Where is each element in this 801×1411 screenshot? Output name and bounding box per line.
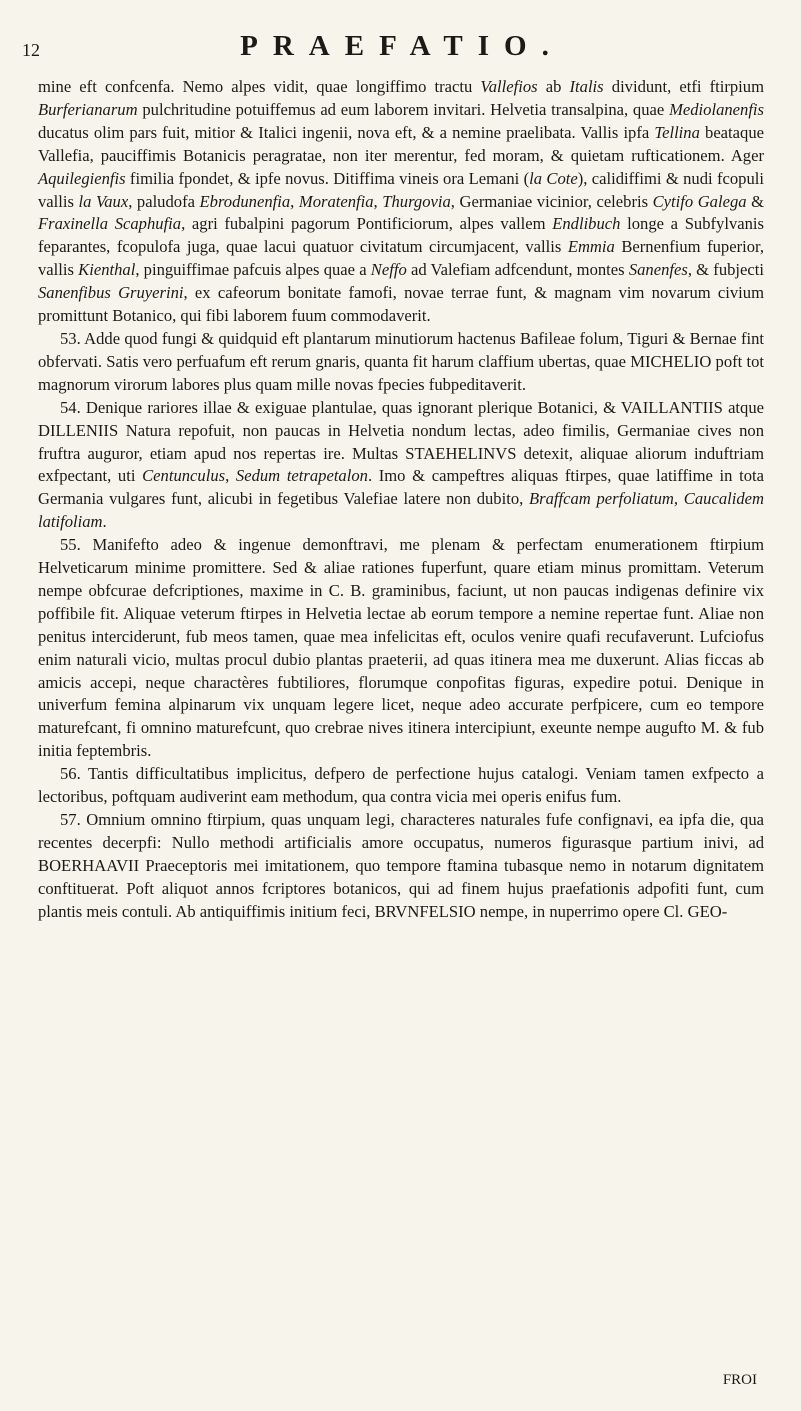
text-run: , agri fubalpini pagorum Pontificiorum, alpes vallem	[181, 214, 553, 234]
text-run: , paludofa	[128, 191, 200, 211]
italic-run: Neffo	[370, 260, 407, 280]
italic-run: la Cote	[529, 168, 578, 188]
text-run: longe a Subfylvanis feparantes, fcopulofa juga, quae lacui quatuor civitatum circumjacent, vallis	[38, 214, 764, 257]
italic-run: Italis	[569, 77, 604, 96]
italic-run: Emmia	[567, 237, 615, 257]
italic-run: Thurgovia	[382, 191, 451, 211]
catchword: FROI	[722, 1372, 757, 1388]
page-header	[22, 30, 782, 70]
paragraph-56	[38, 763, 764, 809]
text-run: ab	[537, 77, 570, 96]
italic-run: Sanenfibus Gruyerini	[38, 283, 184, 303]
italic-run: Aquilegienfis	[38, 168, 126, 188]
italic-run: Fraxinella Scaphufia	[38, 214, 182, 234]
italic-run: la Vaux	[78, 191, 129, 211]
body-text	[38, 76, 764, 924]
text-run: ), calidiffimi & nudi fcopuli vallis	[38, 168, 764, 211]
italic-run: Tellina	[654, 122, 700, 142]
italic-run: Ebrodunenfia	[199, 191, 291, 211]
text-run: 54. Denique rariores illae & exiguae plantulae, quas ignorant plerique Botanici, & VAILLANTIIS atque DILLENIIS Natura repofuit, non paucas in Helvetia nondum lectas, adeo fimilis, Germaniae cives non fruftra auguror, etiam apud nos repertas ire. Multas STAEHELINVS detexit, aliquae aliorum induftriam exfpectant, uti	[38, 397, 764, 486]
text-run: ,	[225, 466, 236, 486]
italic-run: Vallefios	[480, 77, 538, 96]
text-run: , ex cafeorum bonitate famofi, novae terrae funt, & magnam vim novarum civium promittunt Botanico, qui fibi laborem fuum commodaverit.	[38, 283, 765, 326]
italic-run: Mediolanenfis	[669, 99, 764, 119]
text-run: &	[746, 191, 765, 211]
text-run: fimilia fpondet, & ipfe novus. Ditiffima vineis ora Lemani (	[125, 168, 530, 188]
text-run: , & fubjecti	[687, 260, 764, 280]
text-run: dividunt, etfi ftirpium	[603, 77, 764, 96]
italic-run: Sanenfes	[628, 260, 688, 280]
paragraph-57	[38, 809, 764, 924]
text-run: ad Valefiam adfcendunt, montes	[406, 260, 629, 280]
running-title: PRAEFATIO.	[240, 30, 564, 62]
italic-run: Endlibuch	[552, 214, 621, 234]
text-run: Bernenfium fuperior, vallis	[38, 237, 765, 280]
italic-run: Sedum tetrapetalon	[235, 466, 368, 486]
italic-run: Centunculus	[142, 466, 226, 486]
text-run: 53. Adde quod fungi & quidquid eft plantarum minutiorum hactenus Bafileae folum, Tiguri & Bernae fint obfervati. Satis vero perfuafum eft rerum gnaris, quanta fit harum claffium ubertas, quae MICHELIO poft tot magnorum virorum labores plus quam mille novas fpecies fubpeditaverit.	[38, 328, 764, 394]
text-run: 56. Tantis difficultatibus implicitus, defpero de perfectione hujus catalogi. Veniam tamen exfpecto a lectoribus, poftquam audiverint eam methodum, qua contra vicia mei operis enifus fum.	[38, 764, 764, 807]
text-run: , Germaniae vicinior, celebris	[450, 191, 653, 211]
text-run: . Imo & campeftres aliquas ftirpes, quae latiffime in tota Germania vulgares funt, alicubi in fegetibus Valefiae latere non dubito,	[38, 466, 765, 509]
text-run: .	[102, 512, 107, 532]
italic-run: Braffcam perfoliatum	[529, 489, 674, 509]
italic-run: Moratenfia	[298, 191, 374, 211]
text-run: ducatus olim pars fuit, mitior & Italici ingenii, nova eft, & a nemine praelibata. Vallis ipfa	[38, 122, 655, 142]
text-run: , pinguiffimae pafcuis alpes quae a	[135, 260, 371, 280]
text-run: 57. Omnium omnino ftirpium, quas unquam legi, characteres naturales fufe confignavi, ea ipfa die, qua recentes decerpfi: Nullo methodi artificialis amore occupatus, numeros figurasque partium inivi, ad BOERHAAVII Praeceptoris mei imitationem, quo tempore ftamina tubasque nemo in notarum dignitatem conftituerat. Poft aliquot annos fcriptores botanicos, qui ad finem hujus praefationis adpofiti funt, cum plantis meis contuli. Ab antiquiffimis initium feci, BRVNFELSIO nempe, in nuperrimo opere Cl. GEO-	[38, 810, 764, 921]
text-run: 55. Manifefto adeo & ingenue demonftravi, me plenam & perfectam enumerationem ftirpium Helveticarum minime promittere. Sed & aliae rationes fuperfunt, quare etiam minus promittam. Veterum nempe obfcurae defcriptiones, maxime in C. B. graminibus, faciunt, ut non paucas indigenas definire vix poffibile fit. Aliquae veterum ftirpes in Helvetia lectae ab eorum tempore a nemine repertae funt. Aliae non penitus interciderunt, fub meos tamen, quae mea infelicitas eft, oculos venire quafi recufaverunt. Lufciofus enim naturali vicio, multas procul dubio plantas praeterii, ad quas itinera mea me duxerunt. Alias ficcas ab amicis accepi, neque charactères fubtiliores, florumque conpofitas figuras, expedire potui. Denique in univerfum femina alpinarum vix unquam legere licet, neque adeo accurate perfpicere, cum eo tempore maturefcant, fi omnino maturefcunt, quo crebrae nives itinera intercipiunt, exeunte nempe augufto M. & fub initia feptembris.	[38, 535, 764, 761]
paragraph-52-continuation	[38, 76, 764, 328]
italic-run: Burferianarum	[38, 99, 138, 119]
text-run: ,	[673, 489, 684, 509]
italic-run: Caucalidem latifoliam	[38, 489, 764, 532]
paragraph-55	[38, 534, 764, 763]
text-run: pulchritudine potuiffemus ad eum laborem invitari. Helvetia transalpina, quae	[137, 99, 670, 119]
italic-run: Cytifo Galega	[652, 191, 747, 211]
text-run: beataque Vallefia, pauciffimis Botanicis peragratae, non iter merentur, fed moram, & quietam rufticationem. Ager	[38, 122, 764, 165]
italic-run: Kienthal	[78, 260, 136, 280]
page-number: 12	[22, 40, 40, 60]
text-run: ,	[373, 191, 383, 211]
paragraph-54	[38, 397, 764, 534]
paragraph-53	[38, 328, 764, 397]
text-run: mine eft confcenfa. Nemo alpes vidit, quae longiffimo tractu	[38, 77, 481, 96]
text-run: ,	[290, 191, 299, 211]
